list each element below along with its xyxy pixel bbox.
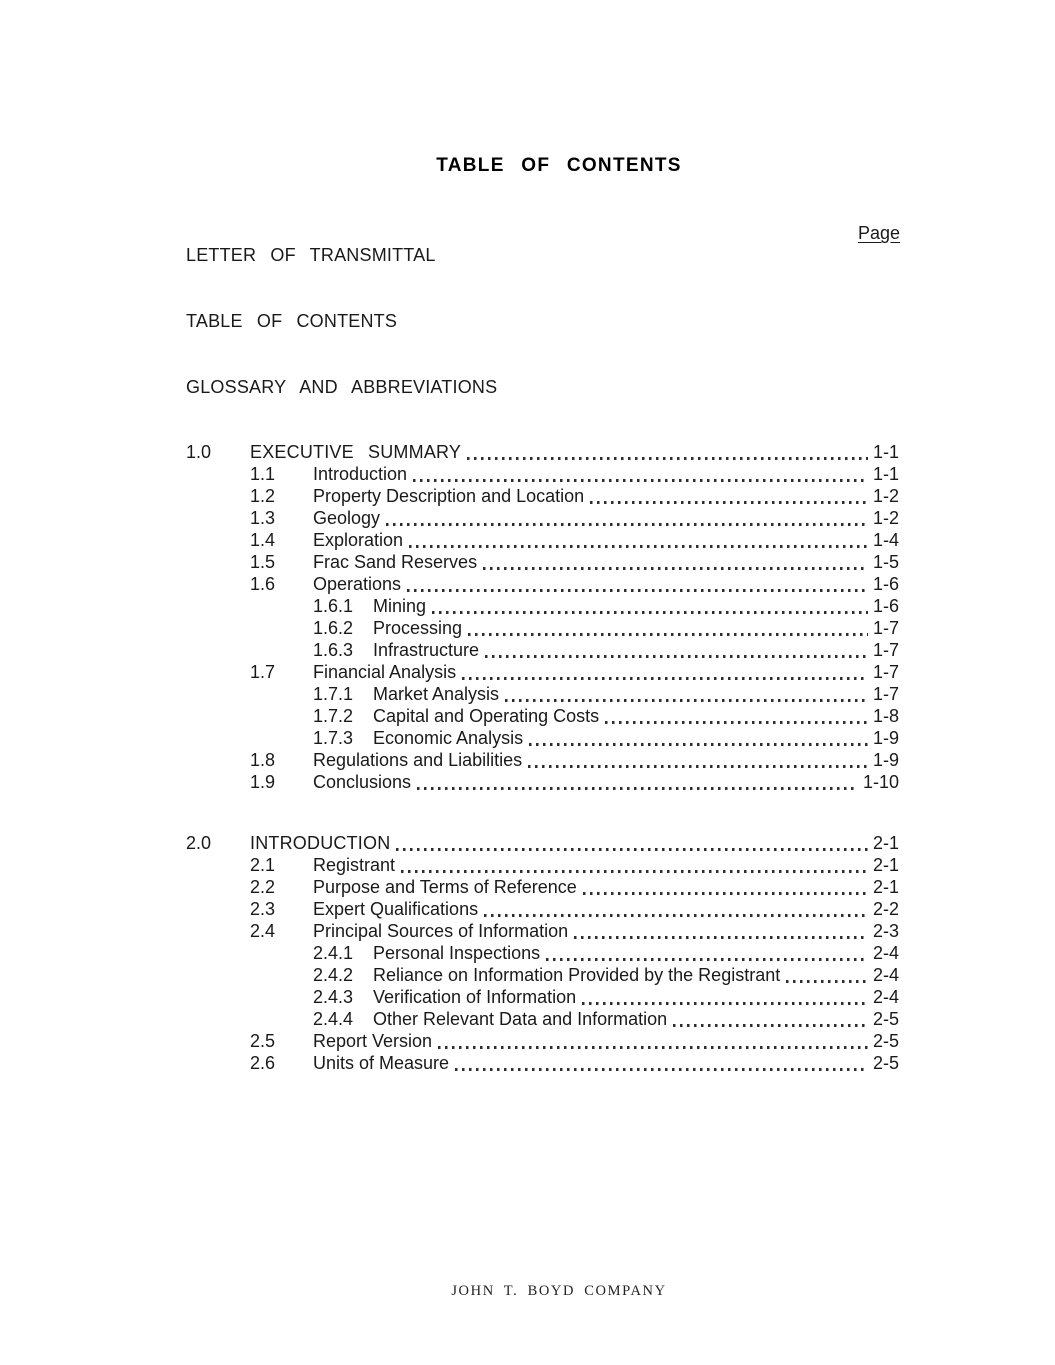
toc-entry-page: 1-6 xyxy=(872,596,899,616)
toc-entry-page: 1-8 xyxy=(872,706,899,726)
toc-entry-title: Property Description and Location xyxy=(313,486,585,506)
toc-entry-number: 1.7.3 xyxy=(313,728,354,748)
dot-leader xyxy=(438,1046,868,1048)
toc-section xyxy=(186,832,899,1074)
toc-entry-number: 2.4.4 xyxy=(313,1009,354,1029)
toc-entry-page: 1-7 xyxy=(872,662,899,682)
toc-entry-page: 2-4 xyxy=(872,987,899,1007)
toc-row xyxy=(186,1008,899,1030)
toc-list xyxy=(186,441,899,1074)
toc-entry-number: 1.2 xyxy=(250,486,276,506)
toc-row xyxy=(186,441,899,463)
toc-row xyxy=(186,986,899,1008)
dot-leader xyxy=(468,633,868,635)
toc-entry-number: 2.4.2 xyxy=(313,965,354,985)
dot-leader xyxy=(407,589,868,591)
toc-entry-page: 1-7 xyxy=(872,618,899,638)
dot-leader xyxy=(786,980,868,982)
toc-entry-number: 2.1 xyxy=(250,855,276,875)
toc-entry-number: 2.4 xyxy=(250,921,276,941)
toc-entry-page: 1-6 xyxy=(872,574,899,594)
toc-entry-number: 1.6.2 xyxy=(313,618,354,638)
front-matter-letter-of-transmittal: LETTER OF TRANSMITTAL xyxy=(186,245,436,265)
toc-entry-page: 1-9 xyxy=(872,728,899,748)
toc-entry-page: 2-3 xyxy=(872,921,899,941)
toc-entry-number: 2.2 xyxy=(250,877,276,897)
toc-entry-number: 1.7.1 xyxy=(313,684,354,704)
dot-leader xyxy=(413,479,868,481)
toc-entry-title: EXECUTIVE SUMMARY xyxy=(250,442,462,462)
toc-entry-title: Economic Analysis xyxy=(373,728,524,748)
toc-entry-number: 1.6 xyxy=(250,574,276,594)
toc-entry-title: Financial Analysis xyxy=(313,662,457,682)
toc-entry-page: 2-4 xyxy=(872,943,899,963)
toc-entry-title: Other Relevant Data and Information xyxy=(373,1009,668,1029)
toc-entry-title: Mining xyxy=(373,596,427,616)
toc-row xyxy=(186,639,899,661)
dot-leader xyxy=(605,721,868,723)
toc-entry-number: 1.1 xyxy=(250,464,276,484)
toc-entry-number: 2.6 xyxy=(250,1053,276,1073)
toc-entry-number: 2.4.1 xyxy=(313,943,354,963)
toc-entry-number: 1.5 xyxy=(250,552,276,572)
toc-entry-title: Expert Qualifications xyxy=(313,899,479,919)
toc-row xyxy=(186,617,899,639)
toc-entry-page: 2-4 xyxy=(872,965,899,985)
toc-entry-title: Market Analysis xyxy=(373,684,500,704)
toc-row xyxy=(186,920,899,942)
toc-entry-page: 2-5 xyxy=(872,1031,899,1051)
dot-leader xyxy=(485,655,868,657)
dot-leader xyxy=(505,699,868,701)
toc-row xyxy=(186,683,899,705)
toc-entry-page: 1-4 xyxy=(872,530,899,550)
dot-leader xyxy=(432,611,868,613)
toc-entry-page: 2-5 xyxy=(872,1053,899,1073)
toc-entry-title: Units of Measure xyxy=(313,1053,450,1073)
toc-entry-number: 1.3 xyxy=(250,508,276,528)
toc-entry-number: 2.3 xyxy=(250,899,276,919)
toc-row xyxy=(186,551,899,573)
toc-entry-title: Frac Sand Reserves xyxy=(313,552,478,572)
toc-entry-title: Regulations and Liabilities xyxy=(313,750,523,770)
toc-entry-title: Introduction xyxy=(313,464,408,484)
toc-row xyxy=(186,898,899,920)
toc-entry-number: 1.7.2 xyxy=(313,706,354,726)
dot-leader xyxy=(673,1024,868,1026)
toc-entry-title: Registrant xyxy=(313,855,396,875)
toc-entry-page: 1-10 xyxy=(862,772,899,792)
toc-entry-title: Reliance on Information Provided by the Registrant xyxy=(373,965,781,985)
toc-entry-number: 1.9 xyxy=(250,772,276,792)
toc-entry-number: 1.6.1 xyxy=(313,596,354,616)
toc-row xyxy=(186,529,899,551)
toc-entry-number: 1.8 xyxy=(250,750,276,770)
toc-section xyxy=(186,441,899,793)
toc-entry-title: Operations xyxy=(313,574,402,594)
dot-leader xyxy=(528,765,868,767)
toc-entry-page: 2-2 xyxy=(872,899,899,919)
toc-row xyxy=(186,771,899,793)
toc-entry-title: Infrastructure xyxy=(373,640,480,660)
toc-entry-page: 1-5 xyxy=(872,552,899,572)
toc-entry-page: 2-1 xyxy=(872,877,899,897)
dot-leader xyxy=(417,787,858,789)
toc-entry-number: 1.0 xyxy=(186,442,212,462)
dot-leader xyxy=(590,501,868,503)
toc-entry-page: 1-1 xyxy=(872,464,899,484)
toc-entry-page: 2-1 xyxy=(872,855,899,875)
dot-leader xyxy=(401,870,868,872)
toc-row xyxy=(186,727,899,749)
toc-row xyxy=(186,832,899,854)
toc-entry-title: Principal Sources of Information xyxy=(313,921,569,941)
dot-leader xyxy=(396,848,868,850)
front-matter-glossary-and-abbreviations: GLOSSARY AND ABBREVIATIONS xyxy=(186,377,498,397)
toc-entry-number: 2.4.3 xyxy=(313,987,354,1007)
dot-leader xyxy=(467,457,868,459)
toc-entry-title: Personal Inspections xyxy=(373,943,541,963)
toc-row xyxy=(186,749,899,771)
toc-entry-number: 1.6.3 xyxy=(313,640,354,660)
toc-row xyxy=(186,485,899,507)
dot-leader xyxy=(582,1002,868,1004)
toc-entry-title: INTRODUCTION xyxy=(250,833,391,853)
dot-leader xyxy=(484,914,868,916)
toc-row xyxy=(186,876,899,898)
page-column-label: Page xyxy=(857,223,900,243)
toc-row xyxy=(186,573,899,595)
toc-entry-page: 1-7 xyxy=(872,684,899,704)
dot-leader xyxy=(546,958,868,960)
toc-row xyxy=(186,1030,899,1052)
toc-row xyxy=(186,705,899,727)
toc-entry-title: Report Version xyxy=(313,1031,433,1051)
dot-leader xyxy=(386,523,868,525)
dot-leader xyxy=(462,677,868,679)
toc-entry-page: 1-7 xyxy=(872,640,899,660)
toc-row xyxy=(186,854,899,876)
front-matter-table-of-contents: TABLE OF CONTENTS xyxy=(186,311,398,331)
dot-leader xyxy=(409,545,868,547)
dot-leader xyxy=(483,567,868,569)
toc-entry-number: 1.7 xyxy=(250,662,276,682)
toc-entry-title: Conclusions xyxy=(313,772,412,792)
toc-entry-number: 1.4 xyxy=(250,530,276,550)
toc-entry-title: Geology xyxy=(313,508,381,528)
toc-entry-title: Processing xyxy=(373,618,463,638)
toc-entry-number: 2.5 xyxy=(250,1031,276,1051)
toc-entry-page: 1-2 xyxy=(872,486,899,506)
toc-entry-number: 2.0 xyxy=(186,833,212,853)
toc-row xyxy=(186,595,899,617)
toc-entry-page: 1-1 xyxy=(872,442,899,462)
footer-company-name: JOHN T. BOYD COMPANY xyxy=(451,1283,667,1299)
toc-entry-title: Exploration xyxy=(313,530,404,550)
toc-row xyxy=(186,463,899,485)
toc-row xyxy=(186,1052,899,1074)
dot-leader xyxy=(529,743,868,745)
toc-entry-title: Verification of Information xyxy=(373,987,577,1007)
toc-entry-page: 1-9 xyxy=(872,750,899,770)
toc-row xyxy=(186,507,899,529)
dot-leader xyxy=(574,936,868,938)
toc-entry-title: Purpose and Terms of Reference xyxy=(313,877,577,897)
toc-row xyxy=(186,942,899,964)
toc-entry-title: Capital and Operating Costs xyxy=(373,706,600,726)
toc-entry-page: 2-5 xyxy=(872,1009,899,1029)
toc-entry-page: 2-1 xyxy=(872,833,899,853)
toc-row xyxy=(186,661,899,683)
dot-leader xyxy=(583,892,868,894)
page-title: TABLE OF CONTENTS xyxy=(436,155,682,176)
toc-row xyxy=(186,964,899,986)
dot-leader xyxy=(455,1068,868,1070)
toc-entry-page: 1-2 xyxy=(872,508,899,528)
